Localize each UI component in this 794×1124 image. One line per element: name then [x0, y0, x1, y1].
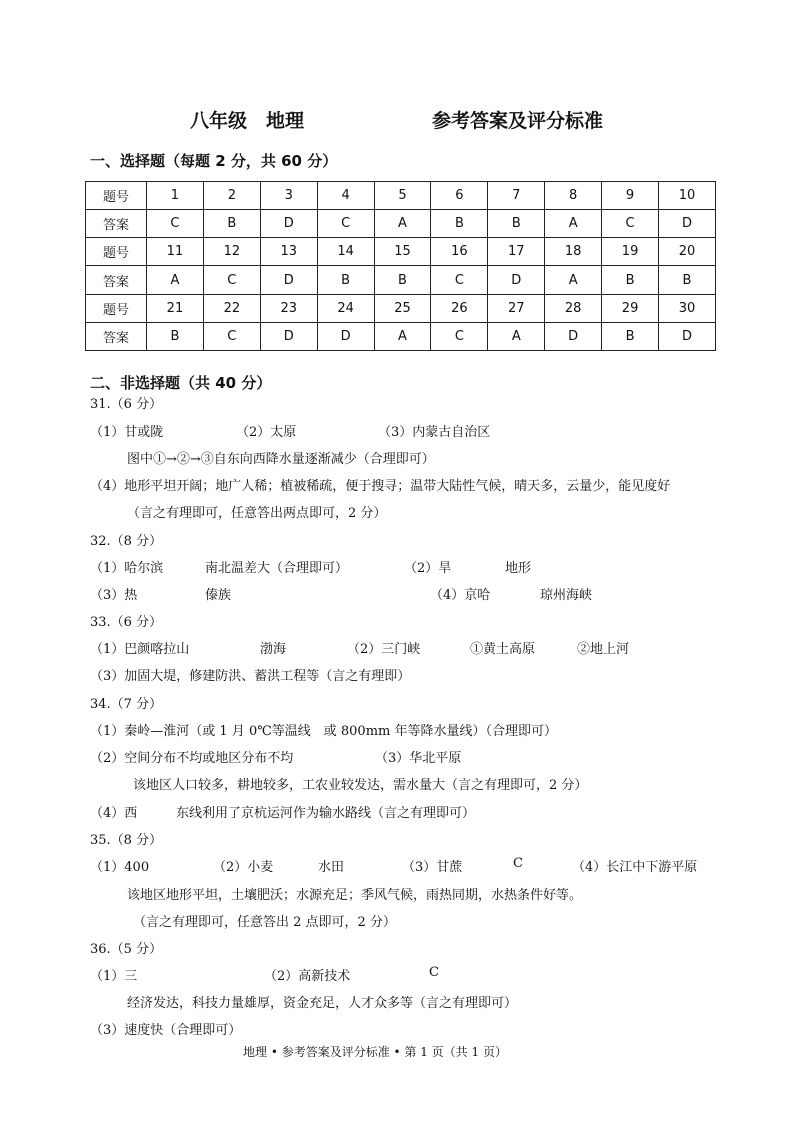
- answer-cell: C: [602, 210, 659, 238]
- answer-cell: D: [545, 322, 602, 350]
- answer-line-segment: 南北温差大（合理即可）: [205, 561, 349, 576]
- answer-cell: C: [317, 210, 374, 238]
- answer-line-segment: （2）太原: [236, 425, 297, 440]
- question-number-cell: 3: [260, 182, 317, 210]
- answer-cell: A: [374, 322, 431, 350]
- answer-line-segment: （3）华北平原: [375, 751, 462, 766]
- answer-cell: D: [317, 322, 374, 350]
- question-number-cell: 16: [431, 238, 488, 266]
- document-title: 参考答案及评分标准: [432, 110, 604, 132]
- answer-cell: A: [545, 210, 602, 238]
- question-number-cell: 22: [203, 294, 260, 322]
- answer-line-text: 该地区人口较多，耕地较多，工农业较发达，需水量大（言之有理即可，2 分）: [133, 778, 588, 793]
- answer-line-segment: C: [429, 965, 439, 980]
- question-number-cell: 24: [317, 294, 374, 322]
- answer-cell: B: [147, 322, 204, 350]
- row-label: 答案: [86, 210, 147, 238]
- question-number-cell: 1: [147, 182, 204, 210]
- question-number-row: [86, 294, 716, 322]
- question-number-cell: 19: [602, 238, 659, 266]
- answer-cell: A: [545, 266, 602, 294]
- row-label: 答案: [86, 322, 147, 350]
- answer-line-segment: （3）甘蔗: [402, 860, 463, 875]
- answer-cell: C: [431, 266, 488, 294]
- answer-line-segment: ②地上河: [577, 642, 630, 657]
- answer-cell: B: [317, 266, 374, 294]
- answer-cell: D: [659, 210, 716, 238]
- answer-line-text: （1）400: [90, 860, 150, 875]
- row-label: 题号: [86, 294, 147, 322]
- answer-line-segment: （3）内蒙古自治区: [378, 425, 491, 440]
- answer-cell: D: [488, 266, 545, 294]
- answer-cell: B: [203, 210, 260, 238]
- answer-cell: B: [602, 322, 659, 350]
- answer-line-text: （3）热: [90, 588, 138, 603]
- answer-line-segment: （2）高新技术: [264, 969, 351, 984]
- question-number-cell: 13: [260, 238, 317, 266]
- answer-line-text: （3）速度快（合理即可）: [90, 1023, 242, 1038]
- answer-cell: B: [374, 266, 431, 294]
- question-number-cell: 7: [488, 182, 545, 210]
- answer-line-text: 图中①→②→③自东向西降水量逐渐减少（合理即可）: [127, 452, 435, 467]
- answer-line-text: 经济发达，科技力量雄厚，资金充足，人才众多等（言之有理即可）: [127, 996, 518, 1011]
- answer-line-text: （1）秦岭—淮河（或 1 月 0℃等温线 或 800mm 年等降水量线）（合理即可）: [90, 724, 557, 739]
- answer-row: [86, 266, 716, 294]
- answer-line-segment: （2）三门峡: [347, 642, 421, 657]
- answer-line-text: （言之有理即可，任意答出 2 点即可，2 分）: [133, 915, 396, 930]
- answer-line-segment: 水田: [318, 860, 345, 875]
- answer-cell: C: [203, 266, 260, 294]
- question-number-cell: 23: [260, 294, 317, 322]
- question-number-cell: 2: [203, 182, 260, 210]
- answer-line-text: （4）地形平坦开阔；地广人稀；植被稀疏，便于搜寻；温带大陆性气候，晴天多，云量少，能见度好: [90, 479, 671, 494]
- answer-line-segment: （4）京哈: [430, 588, 491, 603]
- question-number-cell: 17: [488, 238, 545, 266]
- row-label: 题号: [86, 182, 147, 210]
- answer-line-text: 34.（7 分）: [90, 697, 163, 712]
- grade-subject-title: 八年级 地理: [190, 110, 305, 132]
- answer-line-segment: ①黄土高原: [470, 642, 536, 657]
- answer-line-text: （1）三: [90, 969, 138, 984]
- question-number-cell: 11: [147, 238, 204, 266]
- question-number-cell: 28: [545, 294, 602, 322]
- question-number-cell: 15: [374, 238, 431, 266]
- answer-cell: C: [431, 322, 488, 350]
- answer-line-text: （1）巴颜喀拉山: [90, 642, 190, 657]
- question-number-cell: 9: [602, 182, 659, 210]
- question-number-cell: 6: [431, 182, 488, 210]
- question-number-cell: 4: [317, 182, 374, 210]
- answer-row: [86, 322, 716, 350]
- answer-line-text: 该地区地形平坦，土壤肥沃；水源充足；季风气候，雨热同期，水热条件好等。: [127, 888, 583, 903]
- answer-cell: C: [203, 322, 260, 350]
- answer-cell: D: [260, 266, 317, 294]
- question-number-cell: 21: [147, 294, 204, 322]
- question-number-cell: 30: [659, 294, 716, 322]
- answer-cell: D: [659, 322, 716, 350]
- answer-line-segment: 渤海: [260, 642, 287, 657]
- answer-cell: B: [659, 266, 716, 294]
- question-number-cell: 18: [545, 238, 602, 266]
- row-label: 题号: [86, 238, 147, 266]
- answer-line-segment: 东线利用了京杭运河作为输水路线（言之有理即可）: [176, 806, 476, 821]
- answer-cell: B: [602, 266, 659, 294]
- answer-row: [86, 210, 716, 238]
- answer-line-segment: （2）旱: [404, 561, 452, 576]
- section-1-heading: 一、选择题（每题 2 分，共 60 分）: [90, 152, 338, 170]
- question-number-cell: 29: [602, 294, 659, 322]
- question-number-row: [86, 182, 716, 210]
- answer-line-segment: 琼州海峡: [540, 588, 593, 603]
- answer-line-segment: 地形: [505, 561, 532, 576]
- answer-line-text: （言之有理即可，任意答出两点即可，2 分）: [127, 506, 387, 521]
- answer-cell: C: [147, 210, 204, 238]
- question-number-cell: 20: [659, 238, 716, 266]
- answer-line-text: （3）加固大堤，修建防洪、蓄洪工程等（言之有理即）: [90, 669, 411, 684]
- answer-cell: B: [488, 210, 545, 238]
- question-number-cell: 5: [374, 182, 431, 210]
- answer-line-segment: （4）长江中下游平原: [572, 860, 698, 875]
- answer-line-segment: 傣族: [205, 588, 232, 603]
- answer-line-text: （1）哈尔滨: [90, 561, 164, 576]
- answer-line-segment: （2）小麦: [213, 860, 274, 875]
- question-number-cell: 26: [431, 294, 488, 322]
- answer-line-text: （1）甘或陇: [90, 425, 164, 440]
- answer-line-text: （2）空间分布不均或地区分布不均: [90, 751, 294, 766]
- row-label: 答案: [86, 266, 147, 294]
- answer-cell: D: [260, 210, 317, 238]
- question-number-cell: 12: [203, 238, 260, 266]
- answer-cell: D: [260, 322, 317, 350]
- answer-table: [85, 181, 716, 351]
- question-number-cell: 10: [659, 182, 716, 210]
- answer-line-text: 33.（6 分）: [90, 615, 163, 630]
- question-number-cell: 25: [374, 294, 431, 322]
- answer-line-text: 32.（8 分）: [90, 534, 163, 549]
- question-number-cell: 14: [317, 238, 374, 266]
- answer-line-text: 36.（5 分）: [90, 942, 163, 957]
- answer-cell: A: [374, 210, 431, 238]
- answer-cell: B: [431, 210, 488, 238]
- answer-line-segment: C: [513, 856, 523, 871]
- answer-line-text: （4）西: [90, 806, 138, 821]
- question-number-cell: 8: [545, 182, 602, 210]
- answer-cell: A: [147, 266, 204, 294]
- answer-line-text: 31.（6 分）: [90, 397, 163, 412]
- answer-cell: A: [488, 322, 545, 350]
- page-footer: 地理 • 参考答案及评分标准 • 第 1 页（共 1 页）: [243, 1045, 507, 1059]
- answer-line-text: 35.（8 分）: [90, 833, 163, 848]
- question-number-row: [86, 238, 716, 266]
- question-number-cell: 27: [488, 294, 545, 322]
- section-2-heading: 二、非选择题（共 40 分）: [90, 374, 272, 392]
